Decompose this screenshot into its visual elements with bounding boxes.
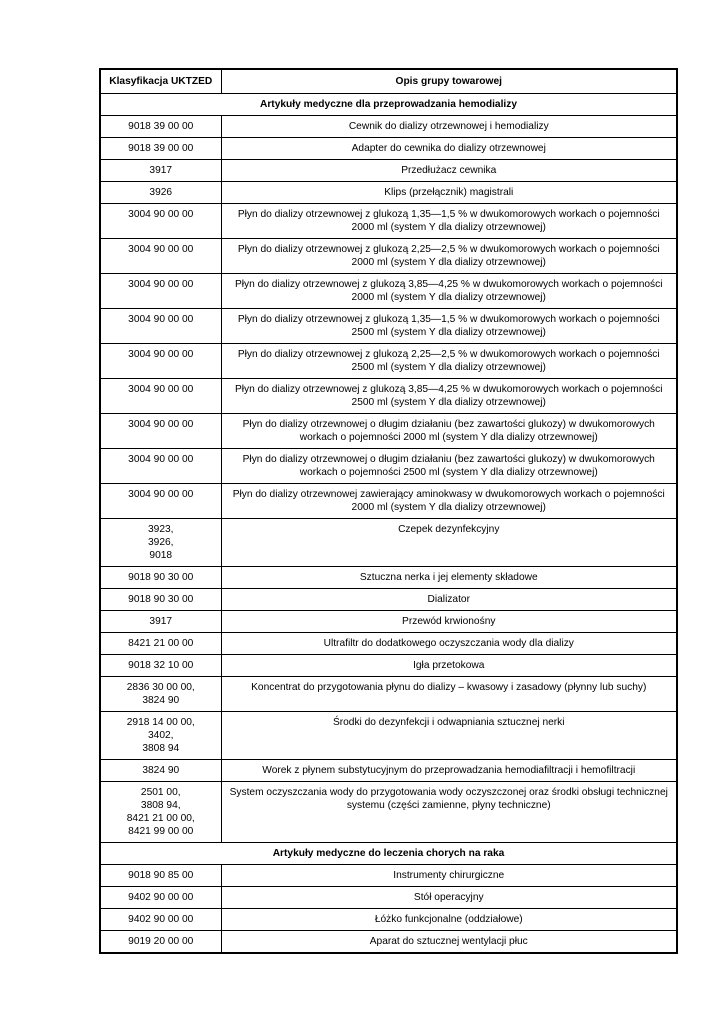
description-cell: Płyn do dializy otrzewnowej z glukozą 2,25—2,5 % w dwukomorowych workach o pojemności 2500 ml (system Y dla dializy otrzewnowej) [221, 344, 677, 379]
table-row [100, 484, 677, 519]
table-body [100, 94, 677, 954]
table-row [100, 931, 677, 954]
code-cell: 3004 90 00 00 [100, 484, 221, 519]
description-cell: Przewód krwionośny [221, 611, 677, 633]
description-cell: Worek z płynem substytucyjnym do przeprowadzania hemodiafiltracji i hemofiltracji [221, 760, 677, 782]
code-cell: 2918 14 00 00, 3402, 3808 94 [100, 712, 221, 760]
description-cell: Płyn do dializy otrzewnowej o długim działaniu (bez zawartości glukozy) w dwukomorowych workach o pojemności 2000 ml (system Y dla dializy otrzewnowej) [221, 414, 677, 449]
description-cell: Klips (przełącznik) magistrali [221, 182, 677, 204]
description-cell: Środki do dezynfekcji i odwapniania sztucznej nerki [221, 712, 677, 760]
section-row [100, 94, 677, 116]
description-cell: Płyn do dializy otrzewnowej zawierający aminokwasy w dwukomorowych workach o pojemności 2000 ml (system Y dla dializy otrzewnowej) [221, 484, 677, 519]
description-cell: Aparat do sztucznej wentylacji płuc [221, 931, 677, 954]
code-cell: 3004 90 00 00 [100, 274, 221, 309]
code-cell: 2836 30 00 00, 3824 90 [100, 677, 221, 712]
code-cell: 9402 90 00 00 [100, 887, 221, 909]
code-cell: 9018 90 30 00 [100, 589, 221, 611]
description-cell: Płyn do dializy otrzewnowej z glukozą 2,25—2,5 % w dwukomorowych workach o pojemności 2000 ml (system Y dla dializy otrzewnowej) [221, 239, 677, 274]
code-cell: 2501 00, 3808 94, 8421 21 00 00, 8421 99 00 00 [100, 782, 221, 843]
code-cell: 3004 90 00 00 [100, 309, 221, 344]
description-cell: Ultrafiltr do dodatkowego oczyszczania wody dla dializy [221, 633, 677, 655]
code-cell: 9018 32 10 00 [100, 655, 221, 677]
description-cell: Płyn do dializy otrzewnowej z glukozą 3,85—4,25 % w dwukomorowych workach o pojemności 2500 ml (system Y dla dializy otrzewnowej) [221, 379, 677, 414]
code-cell: 8421 21 00 00 [100, 633, 221, 655]
table-row [100, 567, 677, 589]
code-cell: 3923, 3926, 9018 [100, 519, 221, 567]
table-row [100, 414, 677, 449]
table-row [100, 379, 677, 414]
description-cell: Adapter do cewnika do dializy otrzewnowej [221, 138, 677, 160]
table-row [100, 611, 677, 633]
description-cell: Cewnik do dializy otrzewnowej i hemodializy [221, 116, 677, 138]
description-cell: Przedłużacz cewnika [221, 160, 677, 182]
code-cell: 3004 90 00 00 [100, 344, 221, 379]
code-cell: 3917 [100, 611, 221, 633]
table-row [100, 116, 677, 138]
table-row [100, 274, 677, 309]
description-cell: Płyn do dializy otrzewnowej z glukozą 1,35—1,5 % w dwukomorowych workach o pojemności 2000 ml (system Y dla dializy otrzewnowej) [221, 204, 677, 239]
description-cell: System oczyszczania wody do przygotowania wody oczyszczonej oraz środki obsługi technicznej systemu (części zamienne, płyny techniczne) [221, 782, 677, 843]
code-cell: 3926 [100, 182, 221, 204]
table-row [100, 160, 677, 182]
table-row [100, 309, 677, 344]
table-row [100, 239, 677, 274]
code-cell: 3004 90 00 00 [100, 204, 221, 239]
section-title: Artykuły medyczne do leczenia chorych na raka [100, 843, 677, 865]
table-row [100, 138, 677, 160]
table-row [100, 865, 677, 887]
section-row [100, 843, 677, 865]
description-cell: Stół operacyjny [221, 887, 677, 909]
table-row [100, 182, 677, 204]
code-cell: 3004 90 00 00 [100, 449, 221, 484]
description-cell: Instrumenty chirurgiczne [221, 865, 677, 887]
table-row [100, 449, 677, 484]
table-row [100, 782, 677, 843]
section-title: Artykuły medyczne dla przeprowadzania hemodializy [100, 94, 677, 116]
code-cell: 3004 90 00 00 [100, 414, 221, 449]
code-cell: 9019 20 00 00 [100, 931, 221, 954]
table-row [100, 909, 677, 931]
table-row [100, 760, 677, 782]
description-cell: Dializator [221, 589, 677, 611]
table-row [100, 519, 677, 567]
description-cell: Czepek dezynfekcyjny [221, 519, 677, 567]
table-row [100, 344, 677, 379]
table-row [100, 633, 677, 655]
code-cell: 3917 [100, 160, 221, 182]
table-row [100, 655, 677, 677]
code-cell: 9402 90 00 00 [100, 909, 221, 931]
table-row [100, 887, 677, 909]
code-cell: 3004 90 00 00 [100, 239, 221, 274]
table-row [100, 677, 677, 712]
table-row [100, 204, 677, 239]
header-description: Opis grupy towarowej [221, 69, 677, 94]
description-cell: Sztuczna nerka i jej elementy składowe [221, 567, 677, 589]
description-cell: Płyn do dializy otrzewnowej z glukozą 3,85—4,25 % w dwukomorowych workach o pojemności 2000 ml (system Y dla dializy otrzewnowej) [221, 274, 677, 309]
description-cell: Igła przetokowa [221, 655, 677, 677]
code-cell: 9018 90 30 00 [100, 567, 221, 589]
code-cell: 9018 39 00 00 [100, 138, 221, 160]
code-cell: 3824 90 [100, 760, 221, 782]
code-cell: 3004 90 00 00 [100, 379, 221, 414]
code-cell: 9018 90 85 00 [100, 865, 221, 887]
header-code: Klasyfikacja UKTZED [100, 69, 221, 94]
description-cell: Koncentrat do przygotowania płynu do dializy – kwasowy i zasadowy (płynny lub suchy) [221, 677, 677, 712]
table-row [100, 712, 677, 760]
description-cell: Łóżko funkcjonalne (oddziałowe) [221, 909, 677, 931]
description-cell: Płyn do dializy otrzewnowej o długim działaniu (bez zawartości glukozy) w dwukomorowych workach o pojemności 2500 ml (system Y dla dializy otrzewnowej) [221, 449, 677, 484]
table-row [100, 589, 677, 611]
code-cell: 9018 39 00 00 [100, 116, 221, 138]
classification-table [99, 68, 678, 954]
description-cell: Płyn do dializy otrzewnowej z glukozą 1,35—1,5 % w dwukomorowych workach o pojemności 2500 ml (system Y dla dializy otrzewnowej) [221, 309, 677, 344]
header-row [100, 69, 677, 94]
